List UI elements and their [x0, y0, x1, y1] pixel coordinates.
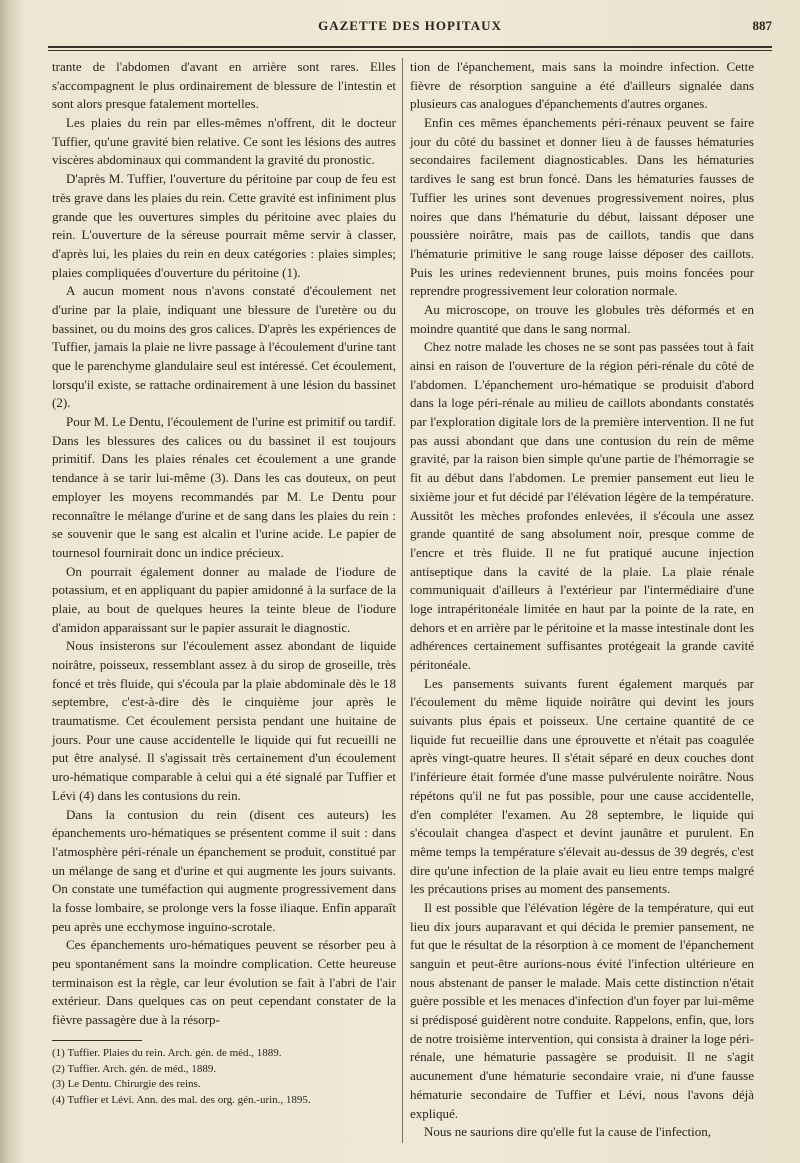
- paragraph: Chez notre malade les choses ne se sont pas passées tout à fait ainsi en raison de l'ouverture de la région péri-rénale du côté de l'abdomen. L'épanchement uro-hématique se produisit d'abord dans la loge péri-rénale au milieu de caillots abondants constatés par l'exploration digitale lors de la première intervention. Il ne fut pas aussi abondant que dans une contusion du rein de même gravité, par la raison bien simple qu'une partie de l'hémorragie se fit au début dans l'abdomen. Le premier pansement eut lieu le sixième jour et fut décidé par l'élévation légère de la température. Aussitôt les mèches profondes enlevées, il s'écoula une assez grande quantité de sang absolument noir, presque comme de l'encre et très fluide. Il ne fut pratiqué aucune injection antiseptique dans la cavité de la plaie. La plaie rénale communiquait d'ailleurs à l'extérieur par l'intermédiaire d'une loge intrapéritonéale limitée en haut par la pointe de la rate, en dehors et en arrière par le péritoine et la masse intestinale dont les adhérences certainement suffisantes protégeait la grande cavité péritonéale.: [410, 339, 754, 672]
- footnote: (3) Le Dentu. Chirurgie des reins.: [52, 1078, 201, 1091]
- paragraph: Dans la contusion du rein (disent ces auteurs) les épanchements uro-hématiques se présentent comme il suit : dans l'atmosphère péri-rénale un épanchement se produit, constitué par un mélange de sang et d'urine et qui augmente les jours suivants. On constate une tuméfaction qui augmente progressivement dans la fosse lombaire, se prolonge vers la fosse iliaque. Enfin apparaît peu après une ecchymose inguino-scrotale.: [52, 806, 396, 934]
- paragraph: Nous ne saurions dire qu'elle fut la cause de l'infection,: [424, 1124, 711, 1140]
- page-number: 887: [752, 18, 772, 33]
- paragraph: Pour M. Le Dentu, l'écoulement de l'urine est primitif ou tardif. Dans les blessures des calices ou du bassinet il est toujours primitif. Dans les plaies rénales cet écoulement a une grande tendance à se tarir lui-même (3). Dans les cas douteux, on peut employer les moyens recommandés par M. Le Dentu pour reconnaître le mélange d'urine et de sang dans les plaies du rein : se souvenir que le sang est alcalin et l'urine acide. Le papier de tournesol fournirait donc un indice précieux.: [52, 414, 396, 560]
- paragraph: Au microscope, on trouve les globules très déformés et en moindre quantité que dans le sang normal.: [410, 301, 754, 336]
- paragraph: Nous insisterons sur l'écoulement assez abondant de liquide noirâtre, poisseux, ressemblant assez à du sirop de groseille, très foncé et très fluide, qui s'écoula par la plaie abdominale dès le 18 septembre, c'est-à-dire dès le cinquième jour après le traumatisme. Cet écoulement persista pendant une huitaine de jours. Pour une cause accidentelle le liquide qui fut recueilli ne put être analysé. Il s'agissait très certainement d'un écoulement uro-hématique comparable à celui qui a été signalé par Tuffier et Lévi (4) dans les contusions du rein.: [52, 638, 396, 803]
- footnote: (1) Tuffier. Plaies du rein. Arch. gén. de méd., 1889.: [52, 1047, 282, 1059]
- paragraph: Il est possible que l'élévation légère de la température, qui eut lieu dix jours auparavant et qui décida le premier pansement, ne fut que le résultat de la résorption à ce moment de l'épanchement sanguin et peut-être aurions-nous évité l'infection ultérieure en nous abstenant de panser le malade. Mais cette distinction n'était guère possible et les menaces d'infection d'un foyer par lui-même si prédisposé guidèrent notre conduite. Rappelons, enfin, que, lors de notre troisième intervention, qui consista à drainer la loge péri-rénale, une hématurie passagère se produisit. Il ne s'agit aucunement d'une hématurie secondaire vraie, ni d'une fausse hématurie secondaire de Tuffier et Lévi, nous l'avons déjà expliqué.: [410, 899, 754, 1121]
- right-column: [410, 58, 754, 1142]
- paragraph: Les pansements suivants furent également marqués par l'écoulement du même liquide noirâtre qui devint les jours suivants plus épais et poisseux. Une certaine quantité de ce liquide fut recueillie dans une éprouvette et n'était pas coagulée après vingt-quatre heures. Il s'était séparé en deux couches dont l'inférieure était formée d'une masse pulvérulente noirâtre. Nous répétons qu'il ne fut pas possible, pour une cause accidentelle, d'en compléter l'examen. Au 28 septembre, le liquide qui s'écoulait changea d'aspect et devint jaunâtre et purulent. En même temps la température s'élevait au-dessus de 39 degrés, c'est dire qu'une infection de la plaie avait eu lieu entre temps malgré les précautions prises au moment des pansements.: [410, 675, 754, 897]
- paragraph: D'après M. Tuffier, l'ouverture du péritoine par coup de feu est très grave dans les plaies du rein. Cette gravité est infiniment plus grande que les ouvertures simples du péritoine avec plaies du rein. L'ouverture de la séreuse pourrait même servir à classer, d'après lui, les plaies du rein en deux catégories : plaies simples; plaies compliquées d'ouverture du péritoine (1).: [52, 171, 396, 280]
- footnotes: [52, 1046, 396, 1108]
- paragraph: A aucun moment nous n'avons constaté d'écoulement net d'urine par la plaie, indiquant une blessure de l'uretère ou du bassinet, ou du moins des gros calices. D'après les expériences de Tuffier, jamais la plaie ne livre passage à l'écoulement d'urine tant que le parenchyme glandulaire seul est intéressé. Cet écoulement, lorsqu'il existe, se rattache ordinairement à une lésion du bassinet (2).: [52, 283, 396, 411]
- paragraph: Enfin ces mêmes épanchements péri-rénaux peuvent se faire jour du côté du bassinet et donner lieu à de fausses hématuries secondaires facilement diagnosticables. Dans les hématuries tardives le sang est brun foncé. Dans les hématuries fausses de Tuffier les urines sont devenues progressivement noires, plus noires que dans l'hématurie du début, laissant déposer une poussière noirâtre, mais pas de caillots, tandis que dans l'hématurie primitive le sang rouge laisse déposer des caillots. Puis les urines redeviennent brunes, puis moins foncées pour reprendre progressivement leur coloration normale.: [410, 115, 754, 299]
- left-column: [52, 58, 396, 1030]
- paragraph: trante de l'abdomen d'avant en arrière sont rares. Elles s'accompagnent le plus ordinairement de blessure de l'intestin et sont alors presque fatalement mortelles.: [52, 59, 396, 112]
- header-rule-thin: [48, 50, 772, 51]
- paragraph: On pourrait également donner au malade de l'iodure de potassium, et en appliquant du papier amidonné à la surface de la plaie, au bout de quelques heures la teinte bleue de l'iodure d'amidon apparaissant sur le papier assurait le diagnostic.: [52, 563, 396, 635]
- footnote-rule: [52, 1040, 142, 1041]
- journal-title: GAZETTE DES HOPITAUX: [318, 18, 502, 33]
- footnote: (2) Tuffier. Arch. gén. de méd., 1889.: [52, 1062, 217, 1075]
- page-header: [48, 18, 772, 38]
- paragraph: Les plaies du rein par elles-mêmes n'offrent, dit le docteur Tuffier, qu'une gravité bien relative. Ce sont les lésions des autres viscères abdominaux qui commandent la gravité du pronostic.: [52, 115, 396, 168]
- column-divider: [402, 58, 403, 1143]
- footnote: (4) Tuffier et Lévi. Ann. des mal. des org. gén.-urin., 1895.: [52, 1093, 311, 1106]
- header-rule: [48, 46, 772, 48]
- paragraph: Ces épanchements uro-hématiques peuvent se résorber peu à peu spontanément sans la moindre complication. Cette heureuse terminaison est la règle, car leur évolution se fait à l'abri de l'air extérieur. Dans quelques cas on peut cependant constater de la fièvre passagère due à la résorp-: [52, 937, 396, 1028]
- paragraph: tion de l'épanchement, mais sans la moindre infection. Cette fièvre de résorption sanguine a été d'ailleurs signalée dans plusieurs cas analogues d'épanchements d'autres organes.: [410, 59, 754, 112]
